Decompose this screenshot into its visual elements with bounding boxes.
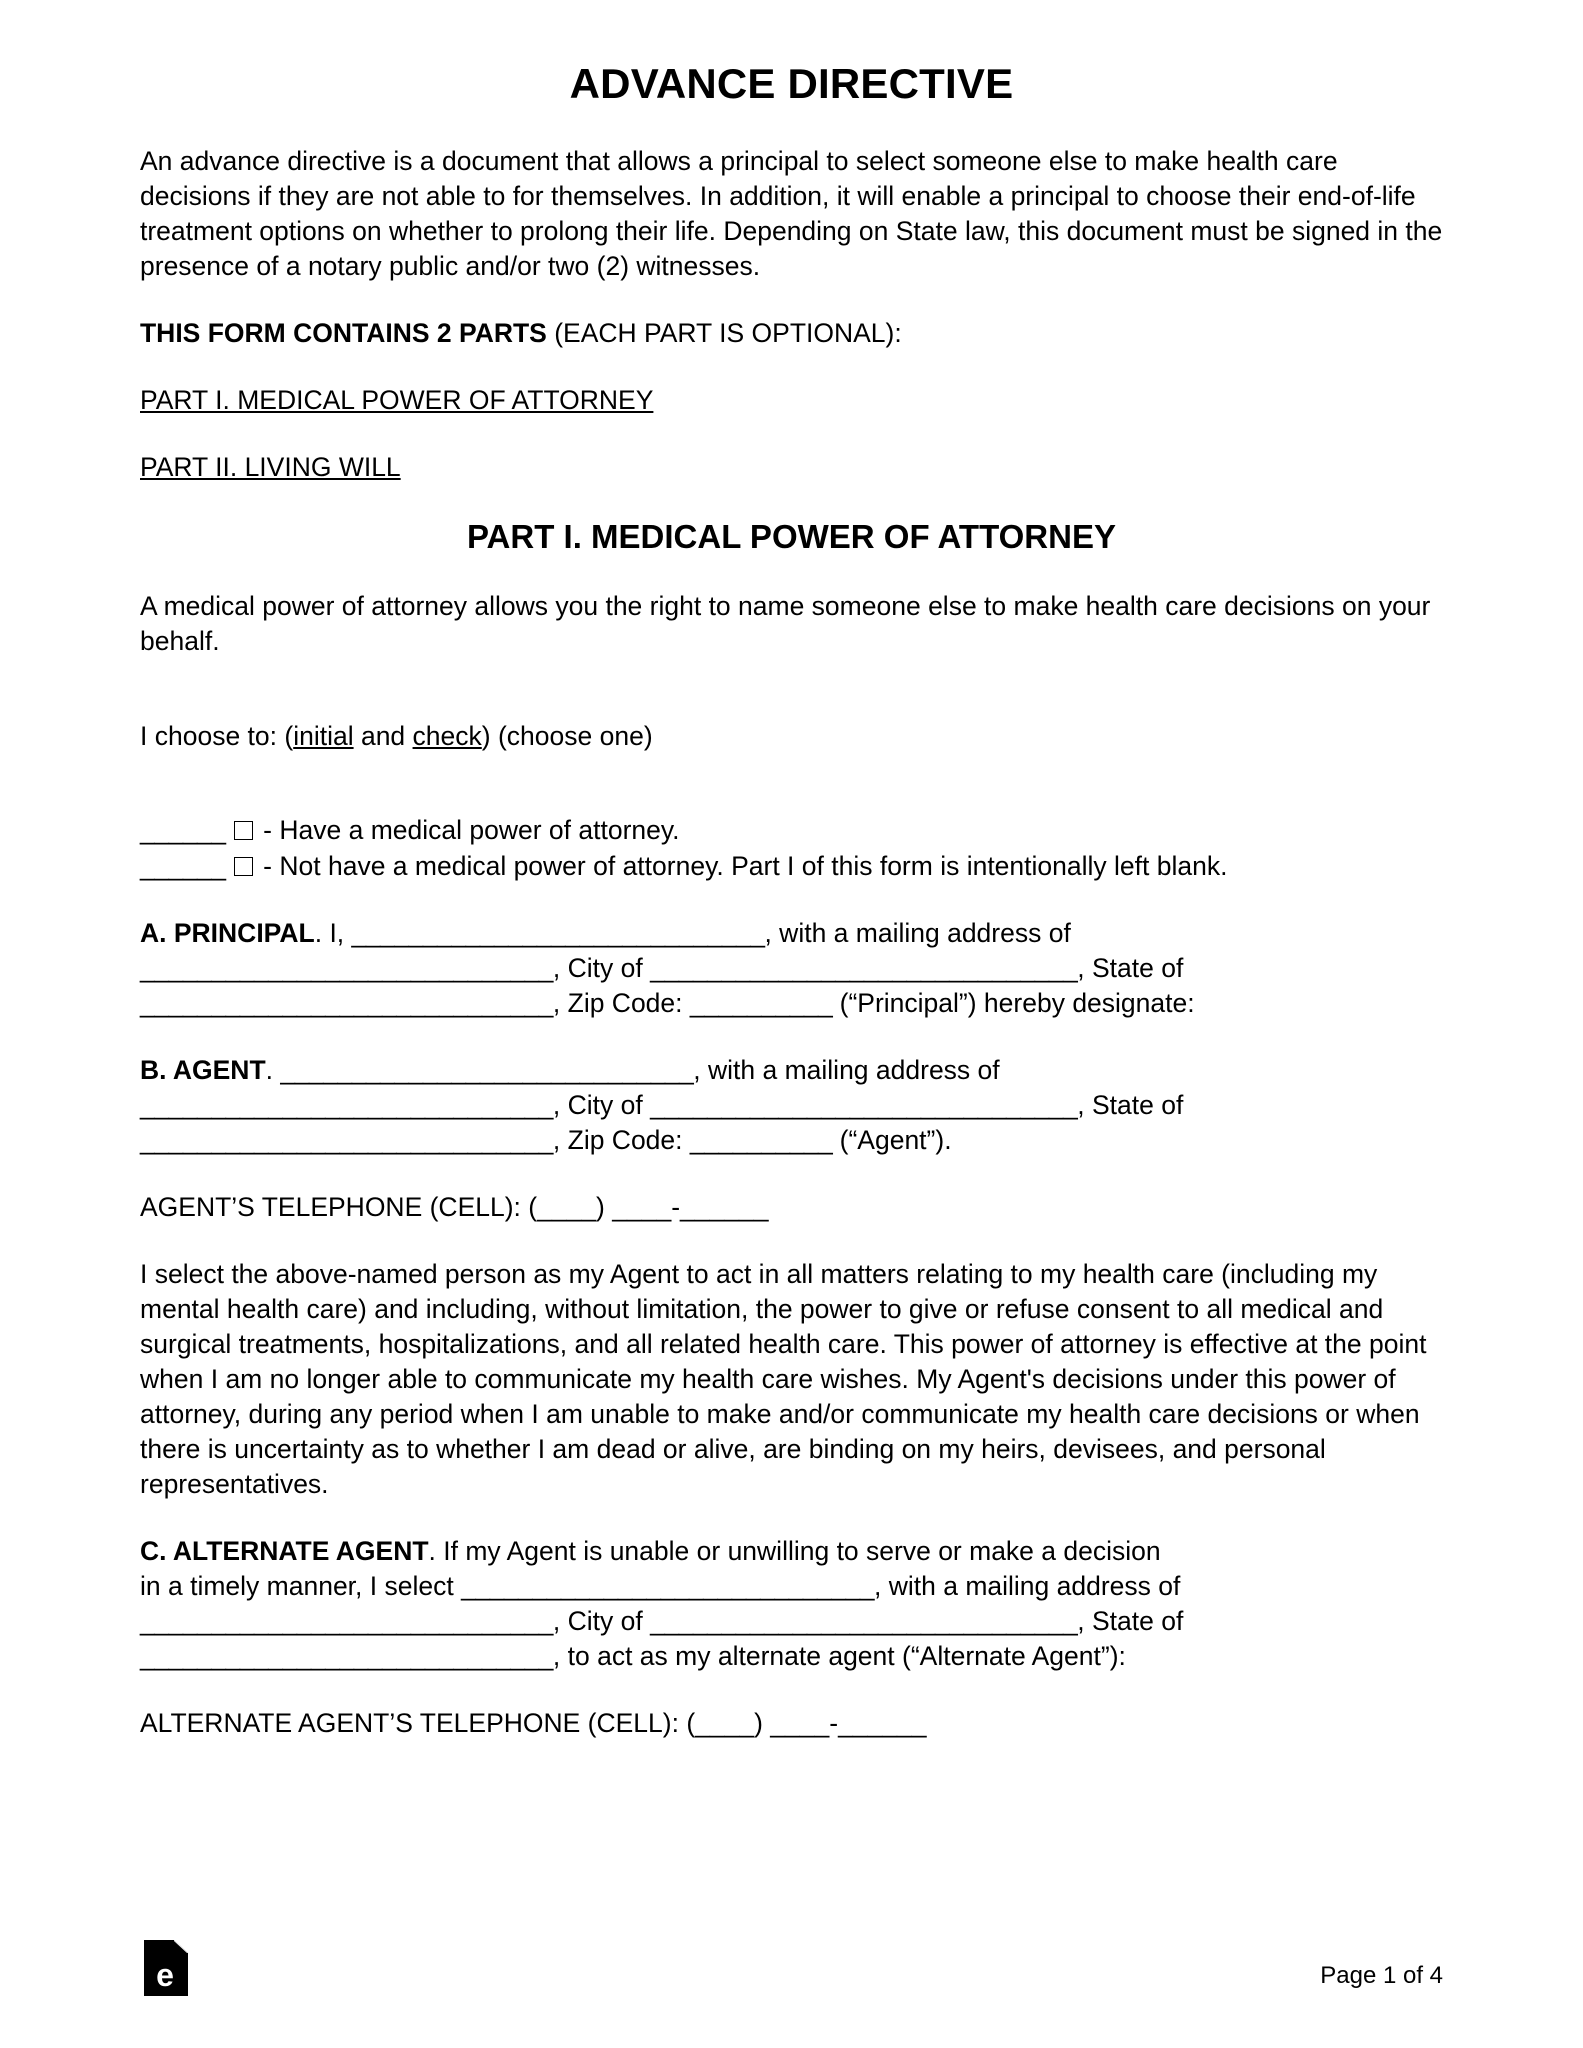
- form-contains-line: [140, 316, 1443, 351]
- principal-state-label: , State of: [1077, 953, 1184, 984]
- alternate-agent-telephone-line[interactable]: ALTERNATE AGENT’S TELEPHONE (CELL): (____) ____-______: [140, 1708, 927, 1739]
- agent-state-blank[interactable]: _____________________________: [140, 1125, 553, 1156]
- part-one-intro: A medical power of attorney allows you the right to name someone else to make health care decisions on your behalf.: [140, 591, 1431, 657]
- choice-not-have-label: - Not have a medical power of attorney. Part I of this form is intentionally left blank.: [255, 851, 1228, 882]
- principal-line1-pre: . I,: [314, 918, 352, 949]
- form-contains-rest: (EACH PART IS OPTIONAL):: [546, 318, 902, 349]
- alternate-agent-line1-post: . If my Agent is unable or unwilling to serve or make a decision: [428, 1536, 1161, 1567]
- initial-blank-not-have[interactable]: ______: [140, 851, 226, 882]
- agent-telephone-line[interactable]: AGENT’S TELEPHONE (CELL): (____) ____-______: [140, 1192, 769, 1223]
- part-link-list: [140, 383, 1443, 418]
- alternate-agent-city-label: , City of: [552, 1606, 651, 1637]
- page-footer: [140, 1936, 1443, 1996]
- choice-option-have[interactable]: [140, 812, 1443, 848]
- agent-name-blank[interactable]: _____________________________: [280, 1055, 694, 1086]
- agent-closing: (“Agent”).: [832, 1125, 952, 1156]
- alternate-agent-section: [140, 1534, 1443, 1674]
- link-part-one[interactable]: PART I. MEDICAL POWER OF ATTORNEY: [140, 385, 654, 416]
- alternate-agent-state-label: , State of: [1077, 1606, 1184, 1637]
- agent-zip-blank[interactable]: __________: [689, 1125, 833, 1156]
- checkbox-have-mpoa[interactable]: [234, 821, 253, 840]
- principal-closing: (“Principal”) hereby designate:: [832, 988, 1195, 1019]
- agent-address-blank[interactable]: _____________________________: [140, 1090, 553, 1121]
- part-one-heading: PART I. MEDICAL POWER OF ATTORNEY: [466, 518, 1116, 556]
- principal-section: [140, 916, 1443, 1021]
- part-link-list-two: [140, 450, 1443, 485]
- principal-address-blank[interactable]: _____________________________: [140, 953, 553, 984]
- principal-zip-label: , Zip Code:: [552, 988, 690, 1019]
- page-number: Page 1 of 4: [1320, 1962, 1443, 1989]
- agent-state-label: , State of: [1077, 1090, 1184, 1121]
- initial-blank-have[interactable]: ______: [140, 815, 226, 846]
- eforms-logo-icon: [144, 1940, 188, 1996]
- page-title: ADVANCE DIRECTIVE: [569, 60, 1014, 107]
- choice-have-label: - Have a medical power of attorney.: [255, 815, 680, 846]
- principal-state-blank[interactable]: _____________________________: [140, 988, 553, 1019]
- agent-city-label: , City of: [552, 1090, 651, 1121]
- principal-city-label: , City of: [552, 953, 651, 984]
- choose-instruction: [140, 718, 1443, 754]
- agent-zip-label: , Zip Code:: [552, 1125, 690, 1156]
- alternate-agent-name-blank[interactable]: _____________________________: [461, 1571, 874, 1602]
- principal-label: A. PRINCIPAL: [140, 918, 315, 949]
- agent-line1-post: , with a mailing address of: [693, 1055, 1000, 1086]
- choose-initial-word: initial: [293, 720, 354, 751]
- intro-paragraph: An advance directive is a document that allows a principal to select someone else to make health care decisions if they are not able to for themselves. In addition, it will enable a principal to choose their end-of-life treatment options on whether to prolong their life. Depending on State law, this document must be signed in the presence of a notary public and/or two (2) witnesses.: [140, 146, 1443, 282]
- principal-city-blank[interactable]: ______________________________: [650, 953, 1078, 984]
- choose-check-word: check: [412, 720, 482, 751]
- alternate-agent-closing: , to act as my alternate agent (“Alternate Agent”):: [552, 1641, 1126, 1672]
- alternate-agent-city-blank[interactable]: ______________________________: [650, 1606, 1078, 1637]
- choose-suffix: ) (choose one): [481, 720, 653, 751]
- agent-section: [140, 1053, 1443, 1158]
- alternate-agent-state-blank[interactable]: _____________________________: [140, 1641, 553, 1672]
- link-part-two[interactable]: PART II. LIVING WILL: [140, 452, 401, 483]
- choose-and-word: and: [353, 720, 413, 751]
- alternate-agent-line2-pre: in a timely manner, I select: [140, 1571, 462, 1602]
- principal-line1-post: , with a mailing address of: [764, 918, 1071, 949]
- principal-zip-blank[interactable]: __________: [689, 988, 833, 1019]
- alternate-agent-label: C. ALTERNATE AGENT: [140, 1536, 429, 1567]
- alternate-agent-address-blank[interactable]: _____________________________: [140, 1606, 553, 1637]
- choice-option-not-have[interactable]: [140, 848, 1443, 884]
- agent-city-blank[interactable]: ______________________________: [650, 1090, 1078, 1121]
- form-contains-bold: THIS FORM CONTAINS 2 PARTS: [140, 318, 547, 349]
- agent-label: B. AGENT: [140, 1055, 266, 1086]
- agent-selection-paragraph: I select the above-named person as my Agent to act in all matters relating to my health care (including my mental health care) and including, without limitation, the power to give or refuse consent to all medical and surgical treatments, hospitalizations, and all related health care. This power of attorney is effective at the point when I am no longer able to communicate my health care wishes. My Agent's decisions under this power of attorney, during any period when I am unable to make and/or communicate my health care decisions or when there is uncertainty as to whether I am dead or alive, are binding on my heirs, devisees, and personal representatives.: [140, 1259, 1427, 1500]
- principal-name-blank[interactable]: _____________________________: [351, 918, 765, 949]
- agent-line1-pre: .: [265, 1055, 281, 1086]
- alternate-agent-line2-post: , with a mailing address of: [874, 1571, 1181, 1602]
- checkbox-not-have-mpoa[interactable]: [234, 857, 253, 876]
- choose-prefix: I choose to: (: [140, 720, 294, 751]
- svg-text:e: e: [156, 1957, 174, 1993]
